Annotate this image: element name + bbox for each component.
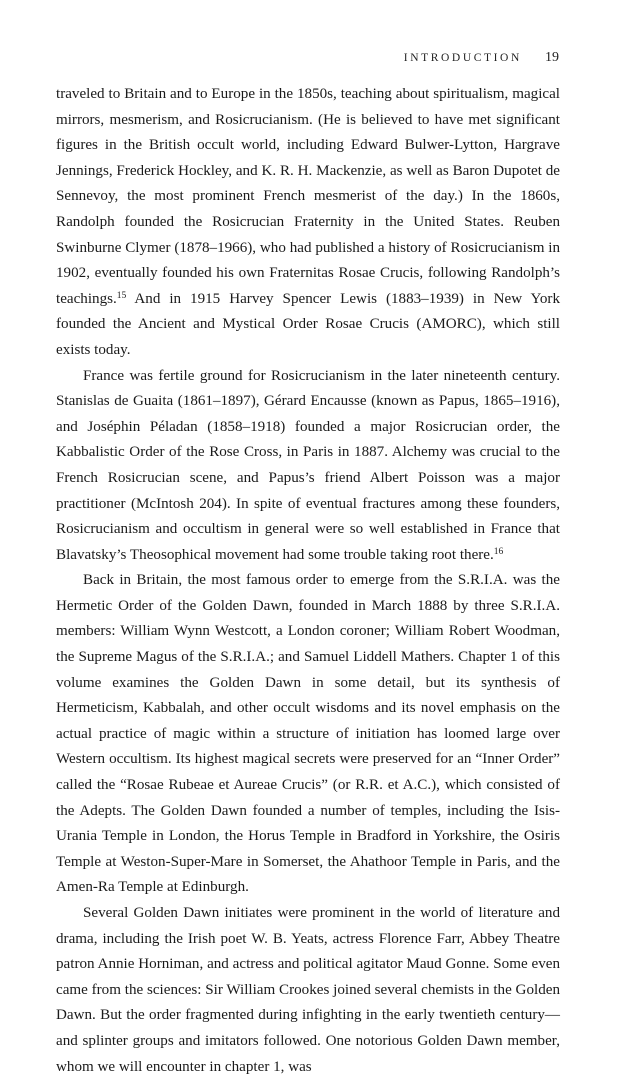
paragraph-3-text: Back in Britain, the most famous order to emerge from the S.R.I.A. was the Hermetic Order of the Golden Dawn, founded in March 1888 by three S.R.I.A. members: William Wynn Westcott, a London coroner; William Robert Woodman, the Supreme Magus of the S.R.I.A.; and Samuel Liddell Mathers. Chapter 1 of this volume examines the Golden Dawn in some detail, but its synthesis of Hermeticism, Kabbalah, and other occult wisdoms and its novel emphasis on the actual practice of magic within a structure of initiation has loomed large over Western occultism. Its highest magical secrets were preserved for an “Inner Order” called the “Rosae Rubeae et Aureae Crucis” (or R.R. et A.C.), which consisted of the Adepts. The Golden Dawn founded a number of temples, including the Isis-Urania Temple in London, the Horus Temple in Bradford in Yorkshire, the Osiris Temple at Weston-Super-Mare in Somerset, the Ahathoor Temple in Paris, and the Amen-Ra Temple at Edinburgh. [56,572,560,896]
paragraph-1-text: traveled to Britain and to Europe in the 1850s, teaching about spiritualism, magical mirrors, mesmerism, and Rosicrucianism. (He is believed to have met significant figures in the British occult world, including Edward Bulwer-Lytton, Hargrave Jennings, Frederick Hockley, and K. R. H. Mackenzie, as well as Baron Dupotet de Sennevoy, the most prominent French mesmerist of the day.) In the 1860s, Randolph founded the Rosicrucian Fraternity in the United States. Reuben Swinburne Clymer (1878–1966), who had published a history of Rosicrucianism in 1902, eventually founded his own Fraternitas Rosae Crucis, following Randolph’s teachings. [56,86,560,307]
running-header-title: INTRODUCTION [403,52,522,64]
paragraph-3 [56,568,560,901]
paragraph-4-text: Several Golden Dawn initiates were prominent in the world of literature and drama, including the Irish poet W. B. Yeats, actress Florence Farr, Abbey Theatre patron Annie Horniman, and actress and political agitator Maud Gonne. Some even came from the sciences: Sir William Crookes joined several chemists in the Golden Dawn. But the order fragmented during infighting in the early twentieth century—and splinter groups and imitators followed. One notorious Golden Dawn member, whom we will encounter in chapter 1, was [56,905,560,1075]
footnote-marker-15[interactable]: 15 [116,290,127,301]
footnote-marker-16[interactable]: 16 [493,546,504,557]
paragraph-2 [56,364,560,569]
paragraph-2-text: France was fertile ground for Rosicrucianism in the later nineteenth century. Stanislas de Guaita (1861–1897), Gérard Encausse (known as Papus, 1865–1916), and Joséphin Péladan (1858–1918) founded a major Rosicrucian order, the Kabbalistic Order of the Rose Cross, in Paris in 1887. Alchemy was crucial to the French Rosicrucian scene, and Papus’s friend Albert Poisson was a major practitioner (McIntosh 204). In spite of eventual fractures among these founders, Rosicrucianism and occultism in general were so well established in France that Blavatsky’s Theosophical movement had some trouble taking root there. [56,367,560,563]
running-header [404,50,559,66]
paragraph-1-text-continued: And in 1915 Harvey Spencer Lewis (1883–1939) in New York founded the Ancient and Mystical Order Rosae Crucis (AMORC), which still exists today. [56,290,560,358]
paragraph-1 [56,82,560,364]
page-number: 19 [545,50,559,65]
paragraph-4 [56,901,560,1080]
body-text [56,82,560,1080]
